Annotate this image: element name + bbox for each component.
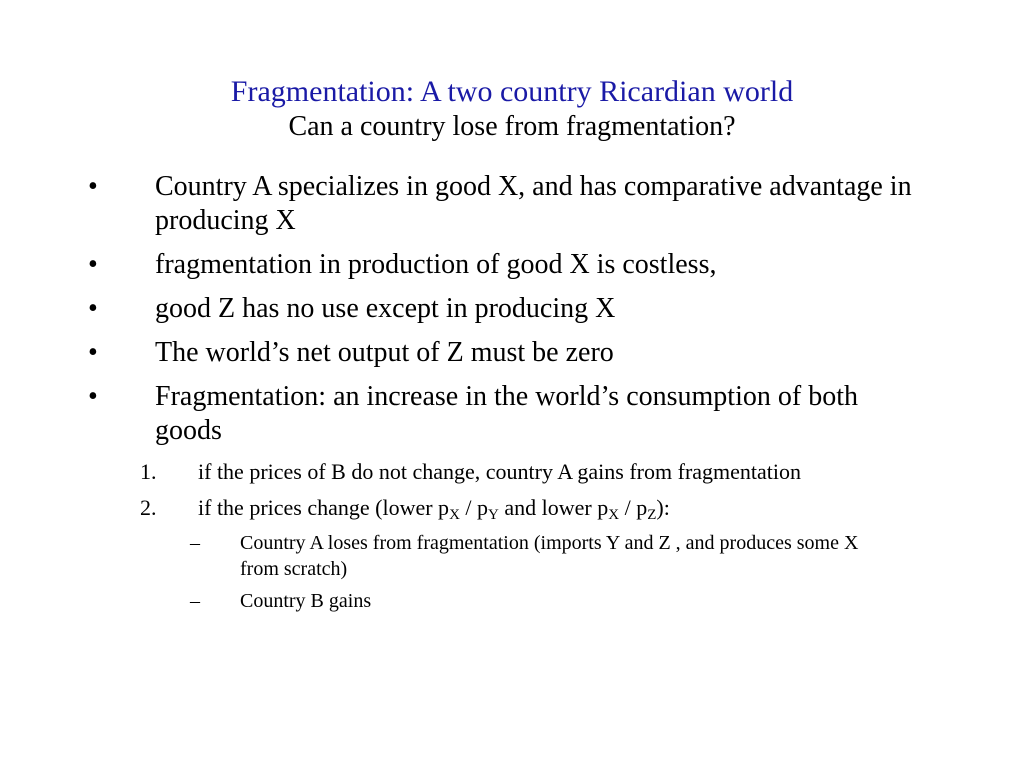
- bullet-item: [0, 170, 915, 238]
- dash-marker: –: [190, 532, 200, 554]
- bullet-text: The world’s net output of Z must be zero: [155, 337, 614, 368]
- bullet-item: [0, 292, 915, 326]
- title-block: [0, 74, 1024, 144]
- subscript: X: [608, 507, 620, 523]
- text-part: and lower p: [498, 495, 609, 520]
- bullet-item: [0, 248, 915, 282]
- bullet-item: [0, 336, 915, 370]
- numbered-item: [0, 494, 838, 522]
- text-part: / p: [459, 495, 489, 520]
- sub-item-text: Country A loses from fragmentation (imports Y and Z , and produces some X from scratch): [240, 532, 859, 580]
- bullet-marker: •: [88, 171, 98, 202]
- text-part: / p: [619, 495, 648, 520]
- number-marker: 1.: [140, 459, 157, 484]
- bullet-marker: •: [88, 337, 98, 368]
- sub-item-text: Country B gains: [240, 590, 372, 612]
- bullet-marker: •: [88, 249, 98, 280]
- bullet-text: Country A specializes in good X, and has comparative advantage in producing X: [155, 171, 912, 236]
- bullet-text: fragmentation in production of good X is costless,: [155, 249, 717, 280]
- numbered-text: if the prices of B do not change, country A gains from fragmentation: [198, 459, 802, 484]
- numbered-item: [0, 458, 838, 486]
- bullet-text: Fragmentation: an increase in the world’s consumption of both goods: [155, 381, 858, 446]
- subscript: X: [449, 507, 460, 523]
- subscript: Z: [647, 507, 657, 523]
- sub-item: [0, 530, 880, 582]
- dash-marker: –: [190, 590, 200, 612]
- text-part: if the prices change (lower p: [198, 495, 450, 520]
- slide-title: Fragmentation: A two country Ricardian world: [230, 75, 794, 108]
- text-part: ):: [656, 495, 670, 520]
- bullet-marker: •: [88, 381, 98, 412]
- slide-subtitle: Can a country lose from fragmentation?: [288, 111, 736, 142]
- number-marker: 2.: [140, 495, 157, 520]
- bullet-item: [0, 380, 915, 448]
- bullet-marker: •: [88, 293, 98, 324]
- bullet-list: [0, 170, 1024, 620]
- subscript: Y: [488, 507, 499, 523]
- bullet-text: good Z has no use except in producing X: [155, 293, 616, 324]
- numbered-text: [198, 495, 670, 523]
- sub-item: [0, 588, 880, 614]
